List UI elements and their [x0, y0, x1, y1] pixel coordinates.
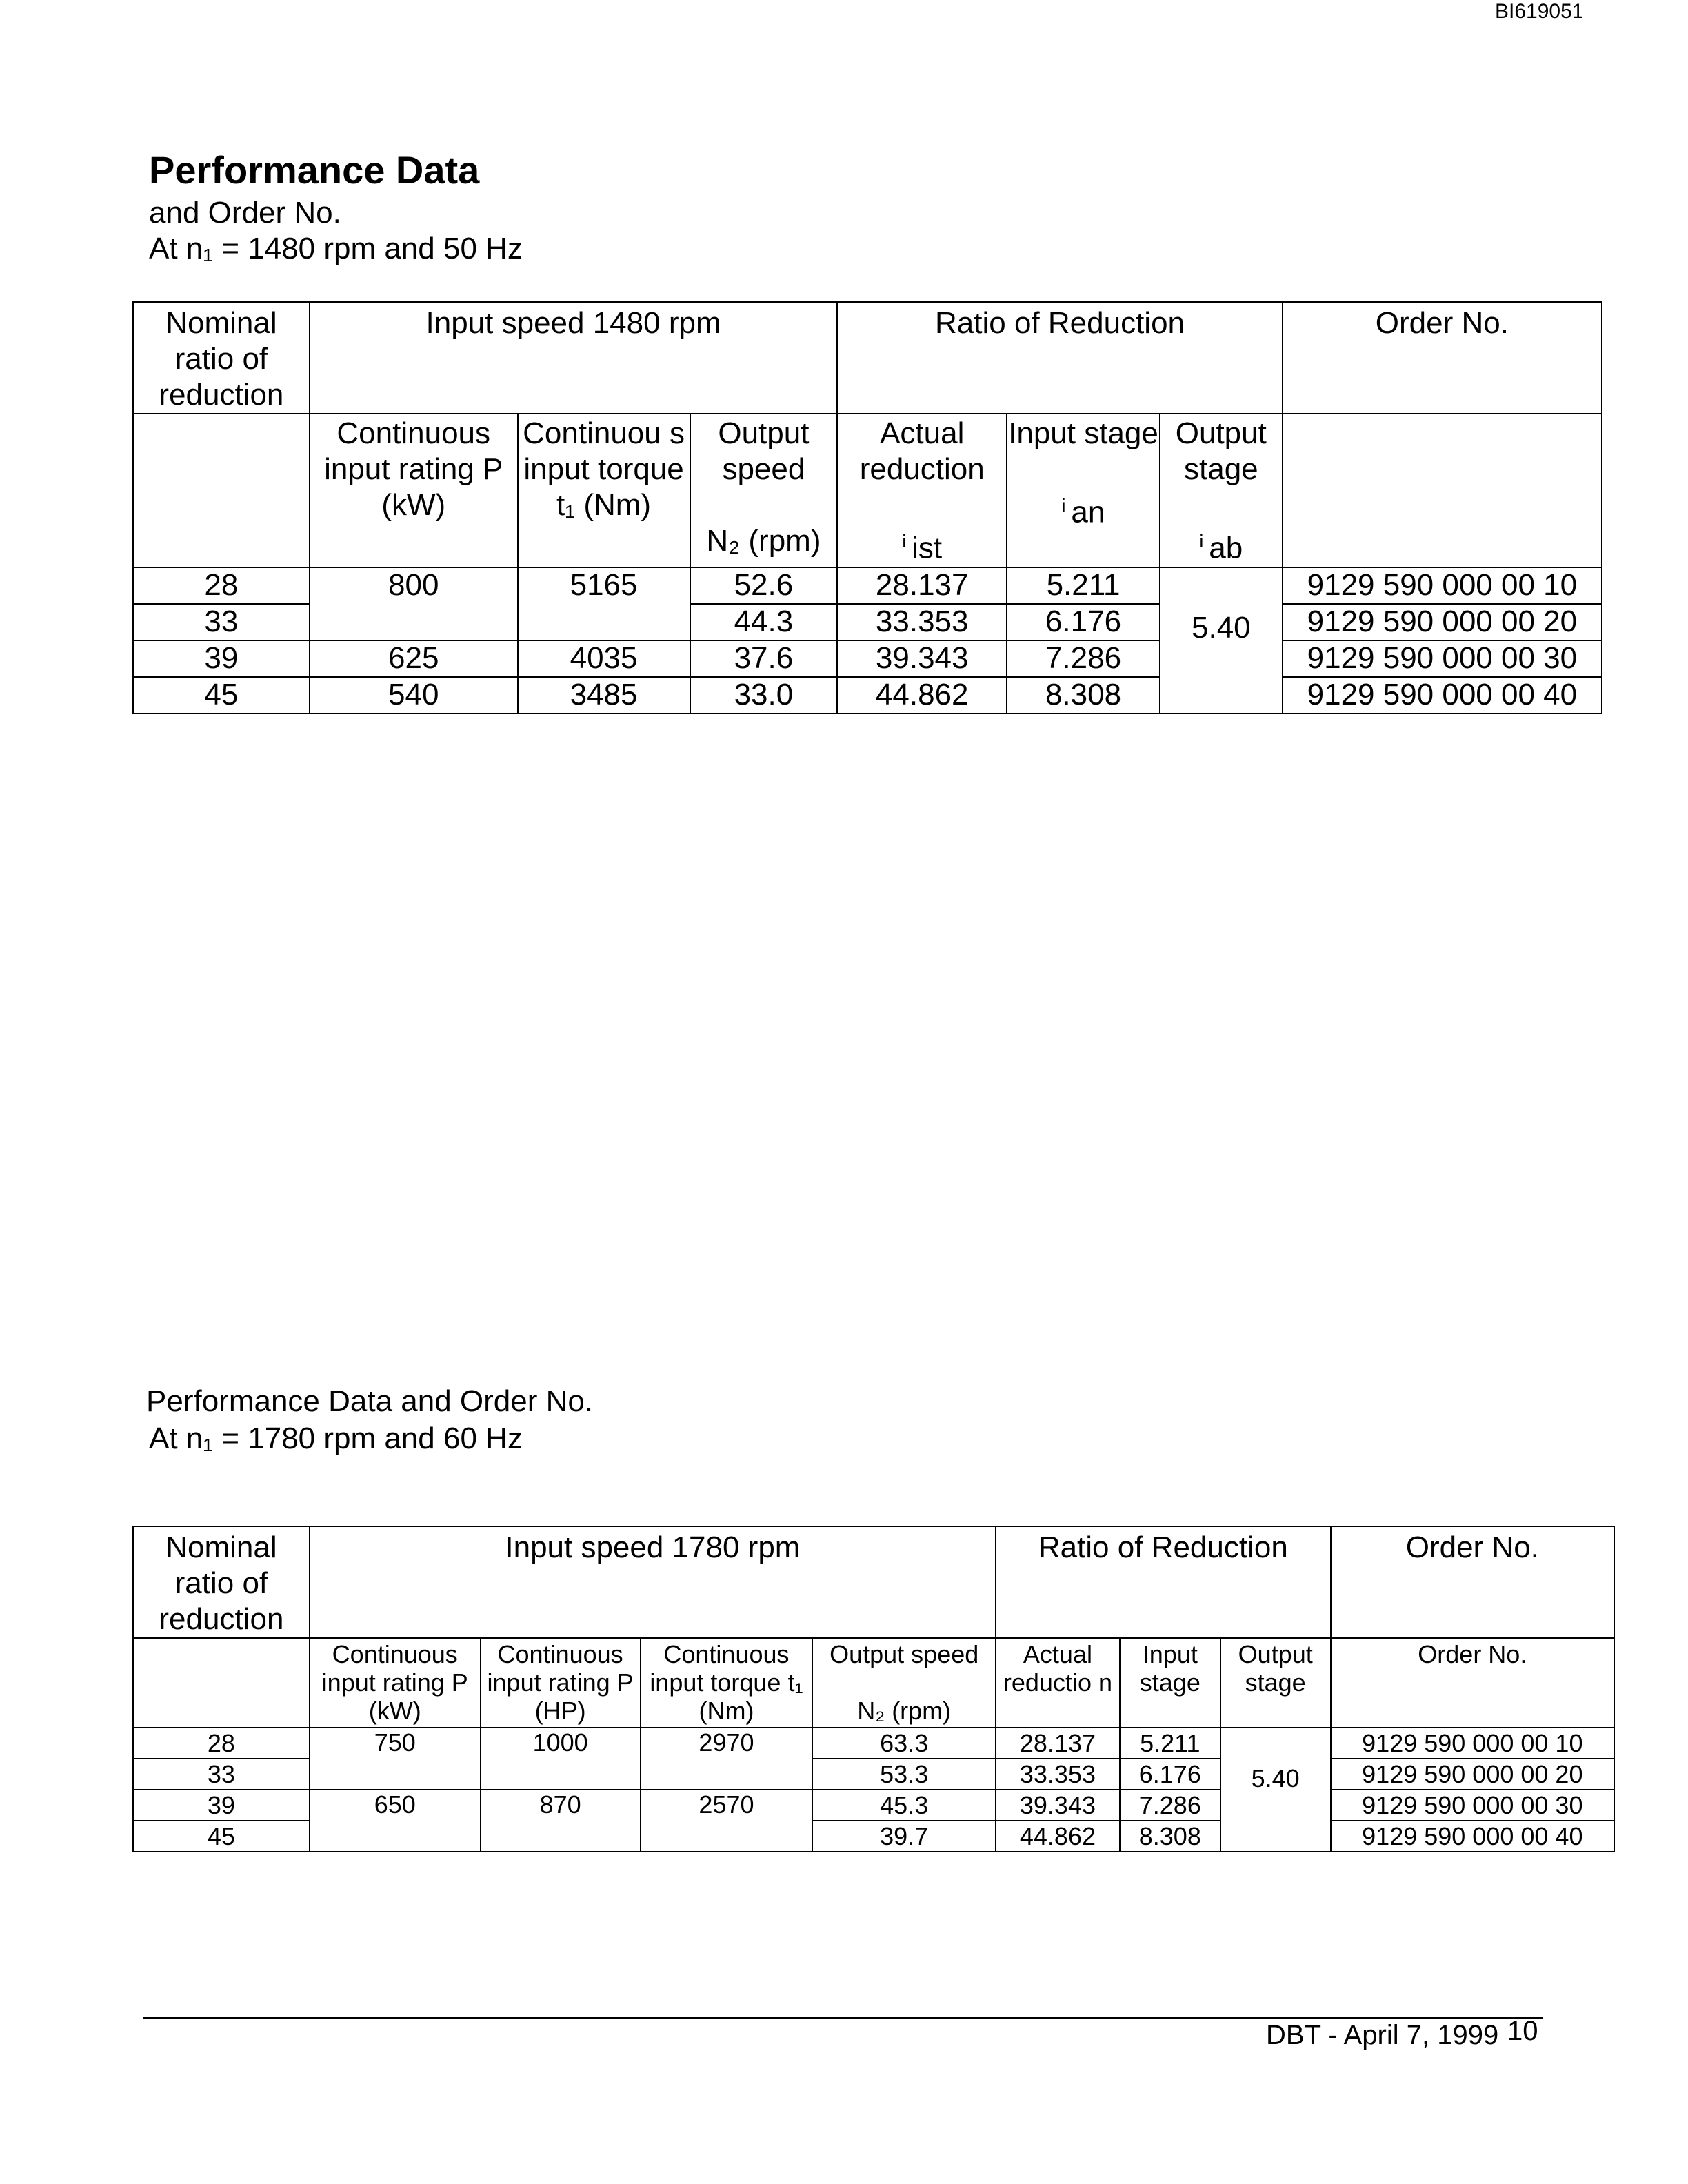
page-number: 10 — [1507, 2016, 1538, 2046]
header-nominal-ratio: Nominal ratio of reduction — [133, 302, 310, 414]
footer-divider — [143, 2017, 1543, 2019]
header-input-stage-label: Input stage — [1008, 416, 1158, 450]
cell-actual: 33.353 — [996, 1759, 1120, 1790]
cell-torque: 4035 — [518, 640, 690, 677]
cell-actual: 33.353 — [837, 604, 1007, 640]
section1-subtitle: and Order No. — [149, 196, 341, 230]
header-nominal-ratio: Nominal ratio of reduction — [133, 1526, 310, 1638]
cell-output-speed: 53.3 — [812, 1759, 996, 1790]
header-blank — [133, 1638, 310, 1728]
footer-date: DBT - April 7, 1999 — [1266, 2020, 1499, 2050]
i-symbol: i — [902, 531, 907, 552]
cell-input-stage: 6.176 — [1007, 604, 1160, 640]
table-row — [133, 640, 1602, 677]
section1-title: Performance Data — [149, 148, 480, 192]
cell-output-speed: 44.3 — [690, 604, 838, 640]
header-actual-symbol: ist — [912, 531, 943, 565]
cell-kw: 650 — [310, 1790, 481, 1852]
header-actual-label: Actual reduction — [859, 416, 985, 486]
cell-order-no: 9129 590 000 00 20 — [1331, 1759, 1614, 1790]
table-row — [133, 1790, 1614, 1821]
cell-order-no: 9129 590 000 00 10 — [1331, 1728, 1614, 1759]
header-torque-label: Continuou s input torque — [523, 416, 685, 486]
cell-output-speed: 39.7 — [812, 1821, 996, 1852]
i-symbol: i — [1061, 495, 1066, 516]
cell-torque: 2570 — [641, 1790, 813, 1852]
cell-output-speed: 33.0 — [690, 677, 838, 714]
table-row — [133, 677, 1602, 714]
cell-order-no: 9129 590 000 00 40 — [1331, 1821, 1614, 1852]
cell-kw: 800 — [310, 567, 518, 640]
cell-nominal: 39 — [133, 640, 310, 677]
header-output-speed — [690, 414, 838, 567]
header-input-stage: Input stage — [1120, 1638, 1220, 1728]
cell-nominal: 33 — [133, 1759, 310, 1790]
header-continuous-input-torque: Continuous input torque t₁ (Nm) — [641, 1638, 813, 1728]
table-row — [133, 1728, 1614, 1759]
section2-title: Performance Data and Order No. — [146, 1384, 594, 1418]
header-continuous-input-torque — [518, 414, 690, 567]
cell-hp: 870 — [481, 1790, 641, 1852]
header-output-stage-label: Output stage — [1175, 416, 1267, 486]
cell-actual: 39.343 — [996, 1790, 1120, 1821]
header-actual-reduction: Actual reductio n — [996, 1638, 1120, 1728]
cell-nominal: 28 — [133, 1728, 310, 1759]
header-actual-reduction — [837, 414, 1007, 567]
cell-torque: 5165 — [518, 567, 690, 640]
cell-output-speed: 63.3 — [812, 1728, 996, 1759]
cell-actual: 44.862 — [837, 677, 1007, 714]
header-output-speed-label: Output speed — [830, 1640, 979, 1668]
cell-output-speed: 37.6 — [690, 640, 838, 677]
cell-order-no: 9129 590 000 00 30 — [1331, 1790, 1614, 1821]
cell-input-stage: 8.308 — [1120, 1821, 1220, 1852]
header-ratio-of-reduction: Ratio of Reduction — [996, 1526, 1331, 1638]
performance-table-50hz — [132, 301, 1602, 714]
header-continuous-input-rating: Continuous input rating P (kW) — [310, 414, 518, 567]
cell-nominal: 39 — [133, 1790, 310, 1821]
cell-nominal: 28 — [133, 567, 310, 604]
header-output-speed — [812, 1638, 996, 1728]
cell-actual: 28.137 — [837, 567, 1007, 604]
cell-output-stage: 5.40 — [1220, 1728, 1331, 1852]
header-input-stage — [1007, 414, 1160, 567]
header-order-no: Order No. — [1283, 302, 1602, 414]
header-blank — [133, 414, 310, 567]
cell-actual: 39.343 — [837, 640, 1007, 677]
header-order-no: Order No. — [1331, 1526, 1614, 1638]
cell-input-stage: 7.286 — [1007, 640, 1160, 677]
header-output-stage: Output stage — [1220, 1638, 1331, 1728]
cell-nominal: 45 — [133, 1821, 310, 1852]
header-ratio-of-reduction: Ratio of Reduction — [837, 302, 1282, 414]
performance-table-60hz — [132, 1526, 1615, 1852]
cell-actual: 44.862 — [996, 1821, 1120, 1852]
header-output-speed-unit: N₂ (rpm) — [857, 1697, 952, 1725]
cell-order-no: 9129 590 000 00 30 — [1283, 640, 1602, 677]
i-symbol: i — [1199, 531, 1204, 552]
section1-conditions: At n₁ = 1480 rpm and 50 Hz — [149, 232, 523, 265]
header-input-stage-symbol: an — [1071, 495, 1105, 529]
cell-kw: 750 — [310, 1728, 481, 1790]
header-blank — [1283, 414, 1602, 567]
header-input-speed: Input speed 1780 rpm — [310, 1526, 996, 1638]
cell-kw: 540 — [310, 677, 518, 714]
cell-output-speed: 52.6 — [690, 567, 838, 604]
cell-input-stage: 6.176 — [1120, 1759, 1220, 1790]
cell-input-stage: 5.211 — [1120, 1728, 1220, 1759]
header-output-speed-unit: N₂ (rpm) — [706, 524, 821, 558]
cell-input-stage: 7.286 — [1120, 1790, 1220, 1821]
header-output-stage-symbol: ab — [1209, 531, 1243, 565]
cell-hp: 1000 — [481, 1728, 641, 1790]
cell-output-speed: 45.3 — [812, 1790, 996, 1821]
cell-actual: 28.137 — [996, 1728, 1120, 1759]
cell-nominal: 33 — [133, 604, 310, 640]
header-input-speed: Input speed 1480 rpm — [310, 302, 837, 414]
cell-kw: 625 — [310, 640, 518, 677]
section2-conditions: At n₁ = 1780 rpm and 60 Hz — [149, 1422, 523, 1455]
cell-torque: 3485 — [518, 677, 690, 714]
cell-input-stage: 5.211 — [1007, 567, 1160, 604]
header-output-speed-label: Output speed — [718, 416, 810, 486]
cell-torque: 2970 — [641, 1728, 813, 1790]
header-continuous-input-rating-hp: Continuous input rating P (HP) — [481, 1638, 641, 1728]
cell-input-stage: 8.308 — [1007, 677, 1160, 714]
cell-order-no: 9129 590 000 00 10 — [1283, 567, 1602, 604]
cell-nominal: 45 — [133, 677, 310, 714]
document-id: BI619051 — [1495, 0, 1584, 23]
table-row — [133, 567, 1602, 604]
cell-order-no: 9129 590 000 00 40 — [1283, 677, 1602, 714]
header-order-no-sub: Order No. — [1331, 1638, 1614, 1728]
cell-output-stage: 5.40 — [1160, 567, 1283, 714]
header-output-stage — [1160, 414, 1283, 567]
header-torque-unit: t₁ (Nm) — [556, 488, 652, 522]
cell-order-no: 9129 590 000 00 20 — [1283, 604, 1602, 640]
header-continuous-input-rating-kw: Continuous input rating P (kW) — [310, 1638, 481, 1728]
